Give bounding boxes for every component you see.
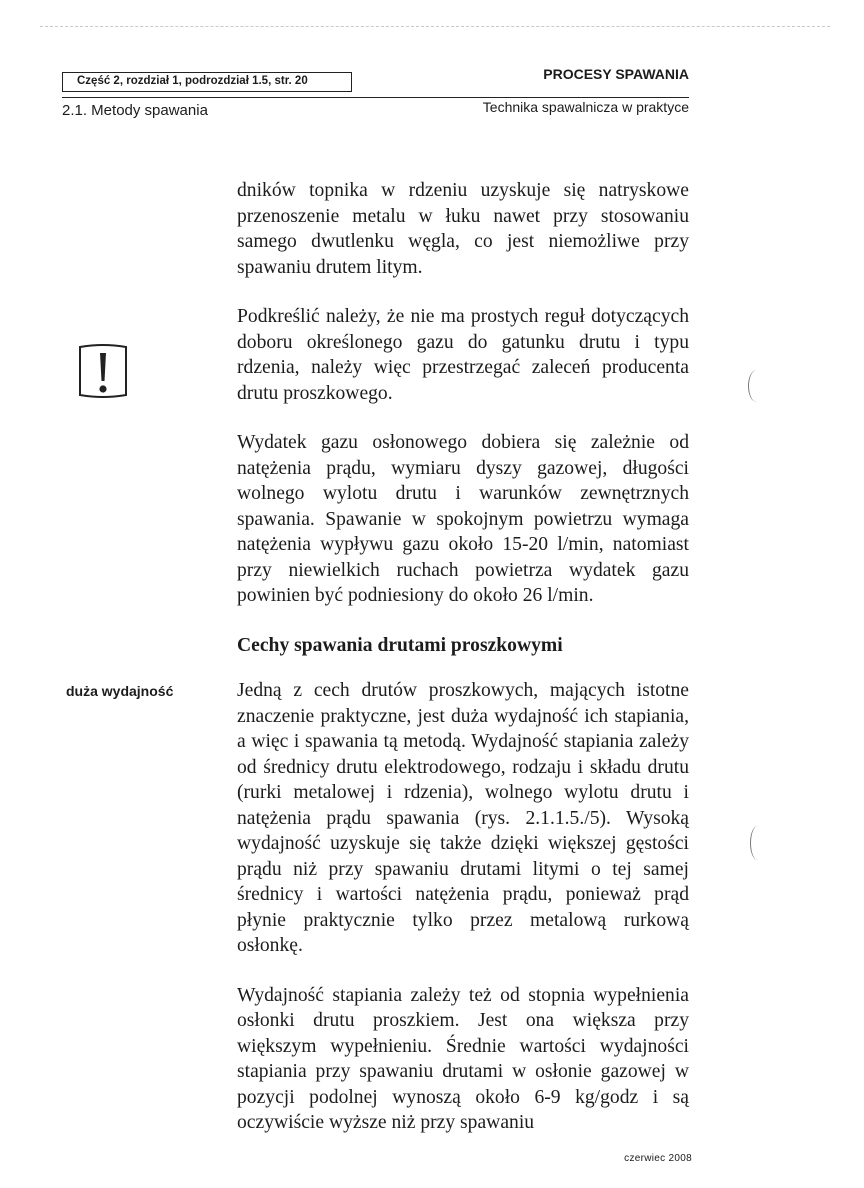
paragraph-4: Jedną z cech drutów proszkowych, mających istotne znaczenie praktyczne, jest duża wydajność ich stapiania, a więc i spawania tą metodą. Wydajność stapiania zależy od średnicy drutu elektrodowego, rodzaju i składu drutu (rurki metalowej i rdzenia), wolnego wylotu drutu i natężenia prądu spawania (rys. 2.1.1.5./5). Wysoką wydajność uzyskuje się także dzięki większej gęstości prądu niż przy spawaniu drutami litymi o tej samej średnicy i wartości natężenia prądu, ponieważ prąd płynie praktycznie tylko przez metalową rurkową osłonkę. xyxy=(237,680,689,956)
header-divider xyxy=(62,97,689,98)
exclamation-icon xyxy=(74,341,132,401)
scan-mark xyxy=(750,826,765,860)
section-label: 2.1. Metody spawania xyxy=(62,102,208,119)
chapter-reference: Część 2, rozdział 1, podrozdział 1.5, str. 20 xyxy=(62,72,352,92)
paragraph-1: dników topnika w rdzeniu uzyskuje się natryskowe przenoszenie metalu w łuku nawet przy stosowaniu samego dwutlenku węgla, co jest niemożliwe przy spawaniu drutem litym. xyxy=(237,180,689,278)
main-text xyxy=(237,178,689,1160)
header-title: PROCESY SPAWANIA xyxy=(543,66,689,82)
paragraph-5: Wydajność stapiania zależy też od stopnia wypełnienia osłonki drutu proszkiem. Jest ona większa przy większym wypełnieniu. Średnie wartości wydajności stapiania przy spawaniu drutami w osłonie gazowej w pozycji podolnej wynoszą około 6-9 kg/godz i są oczywiście wyższe niż przy spawaniu xyxy=(237,984,689,1133)
scan-mark xyxy=(748,370,765,402)
footer-date: czerwiec 2008 xyxy=(624,1153,692,1164)
header-subtitle: Technika spawalnicza w praktyce xyxy=(482,99,689,115)
paragraph-2: Podkreślić należy, że nie ma prostych reguł dotyczących doboru określonego gazu do gatunku drutu i typu rdzenia, należy więc przestrzegać zaleceń producenta drutu proszkowego. xyxy=(237,306,689,404)
scan-artifact-line xyxy=(40,26,830,27)
paragraph-3: Wydatek gazu osłonowego dobiera się zależnie od natężenia prądu, wymiaru dyszy gazowej, długości wolnego wylotu drutu i warunków zewnętrznych spawania. Spawanie w spokojnym powietrzu wymaga natężenia wypływu gazu około 15-20 l/min, natomiast przy niewielkich ruchach powietrza wydatek gazu powinien być podniesiony do około 26 l/min. xyxy=(237,432,689,606)
margin-note: duża wydajność xyxy=(66,683,174,699)
section-heading: Cechy spawania drutami proszkowymi xyxy=(237,634,563,656)
